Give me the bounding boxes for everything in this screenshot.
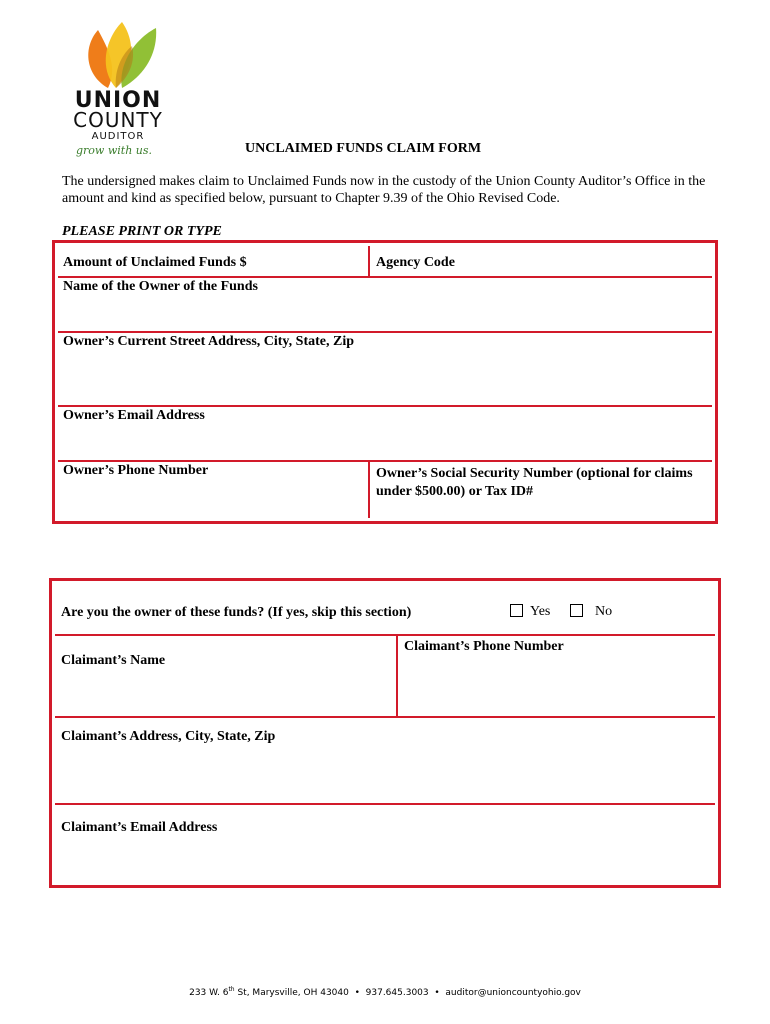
claimant-name-field[interactable]: [55, 636, 396, 716]
owner-email-label: Owner’s Email Address: [63, 408, 205, 423]
footer-contact: [0, 986, 770, 998]
footer-phone: 937.645.3003: [365, 988, 429, 998]
owner-address-label: Owner’s Current Street Address, City, State, Zip: [63, 334, 354, 349]
form-title: UNCLAIMED FUNDS CLAIM FORM: [245, 141, 482, 156]
owner-name-field[interactable]: [58, 278, 712, 331]
claimant-email-label: Claimant’s Email Address: [61, 820, 218, 835]
claimant-address-label: Claimant’s Address, City, State, Zip: [61, 729, 276, 744]
agency-code-label: Agency Code: [376, 255, 455, 270]
intro-paragraph: The undersigned makes claim to Unclaimed Funds now in the custody of the Union County Auditor’s Office in the amount and kind as specified below, pursuant to Chapter 9.39 of the Ohio Revised Code.: [62, 174, 706, 206]
owner-question-label: Are you the owner of these funds? (If yes, skip this section): [61, 605, 412, 620]
owner-info-section: [52, 240, 718, 524]
no-label: No: [595, 604, 613, 619]
owner-name-label: Name of the Owner of the Funds: [63, 279, 258, 294]
claimant-email-field[interactable]: [55, 805, 715, 882]
amount-field[interactable]: [58, 246, 368, 276]
logo-text-auditor: AUDITOR: [91, 131, 145, 142]
owner-ssn-field[interactable]: [370, 462, 712, 518]
amount-label: Amount of Unclaimed Funds $: [63, 255, 247, 270]
no-checkbox[interactable]: [570, 604, 583, 617]
claimant-phone-field[interactable]: [398, 636, 715, 716]
footer-address: 233 W. 6th St, Marysville, OH 43040: [189, 986, 349, 998]
bullet-separator: •: [434, 988, 440, 998]
agency-code-field[interactable]: [370, 246, 712, 276]
claimant-info-section: [49, 578, 721, 888]
union-county-auditor-logo: [60, 18, 180, 158]
owner-ssn-label: Owner’s Social Security Number (optional for claims under $500.00) or Tax ID#: [376, 466, 693, 499]
logo-text-county: COUNTY: [73, 108, 163, 132]
footer-email[interactable]: auditor@unioncountyohio.gov: [445, 988, 581, 998]
owner-phone-field[interactable]: [58, 462, 368, 518]
logo-text-union: UNION: [74, 88, 162, 113]
print-notice: PLEASE PRINT OR TYPE: [62, 224, 222, 239]
owner-email-field[interactable]: [58, 407, 712, 460]
claimant-phone-label: Claimant’s Phone Number: [404, 639, 564, 654]
owner-phone-label: Owner’s Phone Number: [63, 463, 209, 478]
yes-checkbox[interactable]: [510, 604, 523, 617]
yes-label: Yes: [530, 604, 551, 619]
leaf-logo-icon: [78, 18, 168, 93]
claimant-name-label: Claimant’s Name: [61, 653, 166, 668]
owner-question-row: [55, 584, 715, 634]
owner-address-field[interactable]: [58, 333, 712, 405]
logo-tagline: grow with us.: [76, 144, 152, 157]
bullet-separator: •: [354, 988, 360, 998]
claimant-address-field[interactable]: [55, 718, 715, 803]
